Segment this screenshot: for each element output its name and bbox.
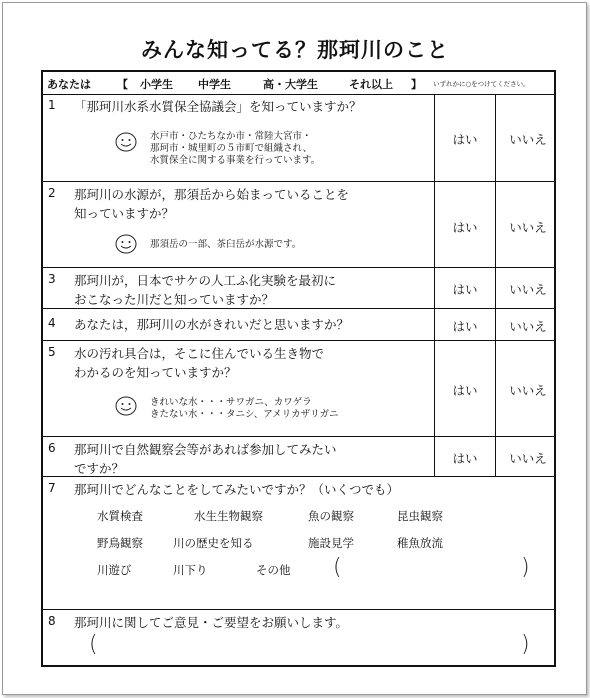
answer-divider [495,437,496,476]
question-number: 6 [48,441,56,455]
answer-divider [495,341,496,436]
activity-facility-tour[interactable]: 施設見学 [308,536,354,550]
question-number: 5 [48,345,56,359]
answer-yes[interactable]: はい [452,451,478,466]
question-text: 那珂川でどんなことをしてみたいですか？（いくつでも） [74,482,400,497]
question-row-3 [43,268,554,309]
respondent-row [43,72,554,95]
answer-no[interactable]: いいえ [509,319,547,334]
question-row-1 [43,94,554,182]
other-bracket-open: ( [333,555,342,580]
answer-divider [495,268,496,308]
question-number: 3 [48,272,56,286]
question-number: 8 [48,614,56,628]
question-text: あなたは，那珂川の水がきれいだと思いますか？ [74,317,350,332]
question-text: 那珂川に関してご意見・ご要望をお願いします。 [74,615,349,630]
question-number: 7 [48,481,56,495]
respondent-label: あなたは [47,78,91,91]
memo-text: 水戸市・ひたちなか市・常陸大宮市・ 那珂市・城里町の５市町で組織され、 水質保全に関する事業を行っています。 [150,131,321,166]
question-number: 2 [48,186,56,200]
answer-divider [495,94,496,181]
smiley-face-icon [115,396,137,416]
option-elementary[interactable]: 小学生 [140,78,173,91]
question-row-2 [43,182,554,268]
memo-text: 那須岳の一部、茶臼岳が水源です。 [150,239,302,250]
activity-river-boating[interactable]: 川下り [173,563,208,577]
activity-insect-observation[interactable]: 昆虫観察 [397,509,443,523]
question-row-7 [43,477,554,610]
answer-no[interactable]: いいえ [509,132,547,147]
memo-text: きれいな水・・・サワガニ、カワゲラ きたない水・・・タニシ、アメリカザリガニ [150,397,339,420]
option-junior-high[interactable]: 中学生 [198,78,231,91]
smiley-face-icon [115,132,137,152]
bracket-open: 【 [117,78,128,91]
page-title: みんな知ってる？那珂川のこと [141,38,449,62]
smiley-face-icon [115,234,137,254]
answer-yes[interactable]: はい [452,132,478,147]
answer-yes[interactable]: はい [452,383,478,398]
question-text: 那珂川の水源が，那須岳から始まっていることを 知っていますか？ [74,187,350,221]
answer-yes[interactable]: はい [452,282,478,297]
question-row-5 [43,341,554,437]
question-text: 「那珂川水系水質保全協議会」を知っていますか？ [74,99,362,114]
answer-yes[interactable]: はい [452,319,478,334]
answer-no[interactable]: いいえ [509,282,547,297]
questionnaire-form [41,70,556,667]
question-row-4 [43,309,554,341]
answer-divider [495,182,496,267]
comment-bracket-open: ( [89,632,98,657]
activity-fish-observation[interactable]: 魚の観察 [308,509,354,523]
question-row-6 [43,437,554,477]
activity-river-history[interactable]: 川の歴史を知る [173,536,254,550]
other-bracket-close: ) [521,555,530,580]
question-number: 1 [48,98,56,112]
activity-bird-watching[interactable]: 野鳥観察 [97,536,143,550]
question-number: 4 [48,316,56,330]
answer-yes[interactable]: はい [452,220,478,235]
answer-no[interactable]: いいえ [509,220,547,235]
answer-no[interactable]: いいえ [509,451,547,466]
question-text: 水の汚れ具合は，そこに住んでいる生き物で わかるのを知っていますか？ [74,346,325,380]
activity-aquatic-life-observation[interactable]: 水生生物観察 [194,509,263,523]
activity-river-play[interactable]: 川遊び [97,563,132,577]
question-row-8 [43,610,554,667]
activity-water-quality-test[interactable]: 水質検査 [97,509,143,523]
comment-bracket-close: ) [521,632,530,657]
option-older[interactable]: それ以上 [349,78,393,91]
other-input[interactable] [343,557,519,583]
comment-input[interactable] [101,634,517,662]
bracket-close: 】 [411,78,422,91]
question-text: 那珂川が，日本でサケの人工ふ化実験を最初に おこなった川だと知っていますか？ [74,273,337,307]
activity-fry-release[interactable]: 稚魚放流 [397,536,443,550]
option-high-university[interactable]: 高・大学生 [263,78,318,91]
question-text: 那珂川で自然観察会等があれば参加してみたい ですか？ [74,442,337,476]
answer-divider [495,309,496,340]
activity-other[interactable]: その他 [256,563,291,577]
answer-no[interactable]: いいえ [509,383,547,398]
respondent-note: いずれかに○をつけてください。 [433,80,530,88]
